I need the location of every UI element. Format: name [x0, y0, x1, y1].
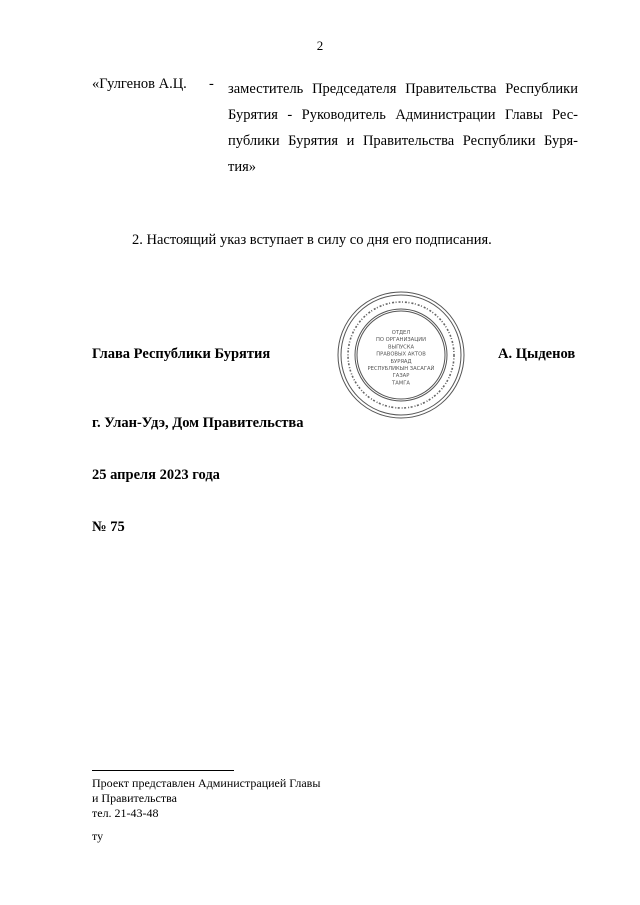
appointee-name: «Гулгенов А.Ц.: [92, 76, 187, 92]
footnote-line: Проект представлен Администрацией Главы: [92, 776, 321, 790]
seal-text-line: ПРАВОВЫХ АКТОВ: [376, 351, 426, 358]
position-line: заместитель Председателя Правительства Республики: [228, 81, 578, 97]
position-line: Бурятия - Руководитель Администрации Главы Рес-: [228, 107, 578, 123]
page-number: 2: [316, 38, 324, 53]
official-seal: [336, 290, 466, 420]
seal-text-line: ОТДЕЛ: [391, 330, 411, 336]
seal-text-line: ТАМГА: [392, 380, 410, 387]
decree-date: 25 апреля 2023 года: [92, 467, 220, 483]
seal-text-line: ВЫПУСКА: [387, 344, 415, 351]
seal-text-line: РЕСПУБЛИКЫН ЗАСАГАЙ: [367, 366, 435, 372]
signer-title: Глава Республики Бурятия: [92, 346, 271, 362]
signer-name: А. Цыденов: [498, 346, 576, 362]
decree-number: № 75: [92, 519, 125, 535]
appointee-dash: -: [209, 76, 214, 92]
footnote-initials: ту: [92, 829, 104, 843]
position-line: публики Бурятия и Правительства Республики Буря-: [228, 133, 578, 149]
seal-text-line: ГАЗАР: [392, 373, 410, 380]
appointee-position: [228, 76, 578, 180]
footnote-phone: тел. 21-43-48: [92, 806, 159, 820]
seal-text-line: ПО ОРГАНИЗАЦИИ: [375, 337, 427, 344]
seal-text-line: БУРЯАД: [390, 358, 412, 365]
footnote-divider: [92, 770, 234, 771]
position-line: тия»: [228, 159, 257, 175]
place: г. Улан-Удэ, Дом Правительства: [92, 415, 304, 431]
decree-paragraph: 2. Настоящий указ вступает в силу со дня его подписания.: [132, 232, 492, 248]
seal-graphic: [336, 290, 466, 420]
footnote-line: и Правительства: [92, 791, 177, 805]
